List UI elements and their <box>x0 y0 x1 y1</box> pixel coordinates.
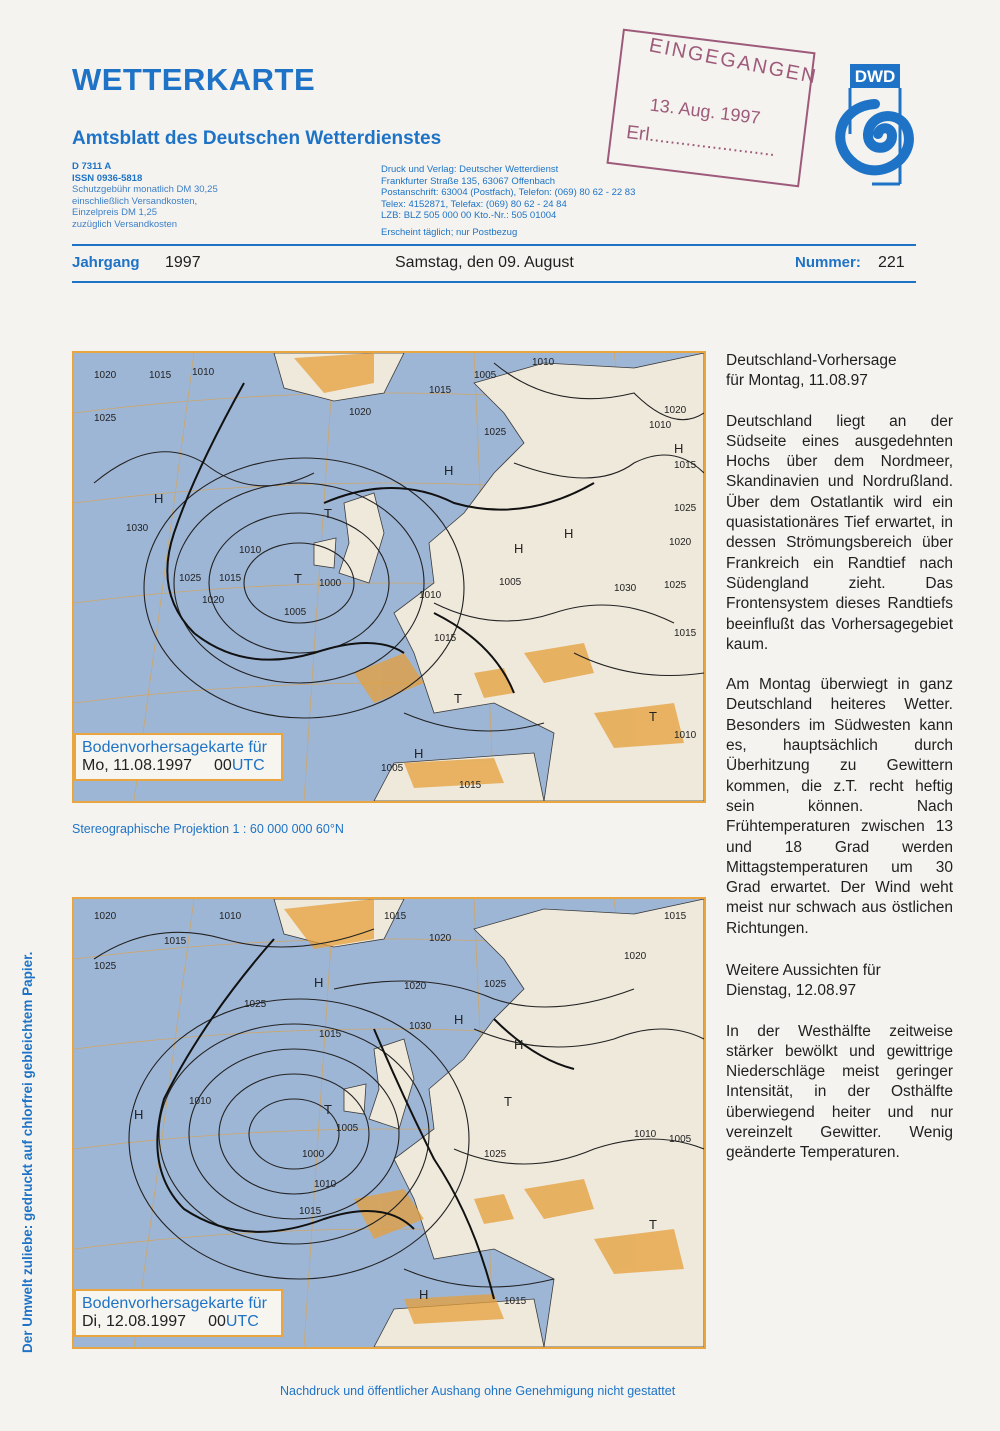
pressure-mark: T <box>504 1094 512 1109</box>
pressure-mark: T <box>294 571 302 586</box>
logo-text: DWD <box>854 67 896 86</box>
isobar-label: 1010 <box>634 1129 657 1140</box>
isobar-label: 1015 <box>459 780 482 791</box>
publisher-line: Telex: 4152871, Telefax: (069) 80 62 - 24 84 <box>381 198 567 210</box>
isobar-label: 1015 <box>384 911 407 922</box>
isobar-label: 1010 <box>189 1096 212 1107</box>
isobar-label: 1000 <box>302 1149 325 1160</box>
forecast-heading-date: für Montag, 11.08.97 <box>726 372 868 390</box>
pressure-mark: H <box>444 463 454 478</box>
pressure-mark: H <box>454 1012 464 1027</box>
publisher-line: Frankfurter Straße 135, 63067 Offenbach <box>381 175 556 187</box>
map-caption-title: Bodenvorhersagekarte für <box>82 1295 267 1312</box>
outlook-heading: Weitere Aussichten für <box>726 962 881 979</box>
pressure-mark: H <box>154 491 164 506</box>
isobar-label: 1015 <box>299 1206 322 1217</box>
copyright-footer: Nachdruck und öffentlicher Aushang ohne Genehmigung nicht gestattet <box>280 1384 676 1398</box>
isobar-label: 1010 <box>532 357 555 368</box>
isobar-label: 1015 <box>504 1296 527 1307</box>
isobar-label: 1025 <box>244 999 267 1010</box>
forecast-paragraph: Deutschland liegt an der Südseite eines ausgedehnten Hochs über dem Nordmeer, Skandinavien und Nordrußland. Über dem Ostatlantik wird ein quasistationäres Tief erwartet, in dessen Strömungsbereich über Frankreich ein Randtief nach Südengland zieht. Das Frontensystem dieses Randtiefs beeinflußt das Vorhersagegebiet kaum. <box>726 412 953 653</box>
environment-note: Der Umwelt zuliebe: gedruckt auf chlorfrei gebleichtem Papier. <box>20 951 35 1353</box>
publisher-line: Postanschrift: 63004 (Postfach), Telefon: (069) 80 62 - 22 83 <box>381 187 636 198</box>
isobar-label: 1015 <box>664 911 687 922</box>
fee-line: zuzüglich Versandkosten <box>72 218 178 230</box>
pressure-mark: H <box>419 1287 429 1302</box>
isobar-label: 1005 <box>381 763 404 774</box>
isobar-label: 1025 <box>94 413 117 424</box>
pressure-mark: T <box>324 1102 332 1117</box>
publication-frequency: Erscheint täglich; nur Postbezug <box>381 227 518 238</box>
publisher-line: LZB: BLZ 505 000 00 Kto.-Nr.: 505 01004 <box>381 210 557 221</box>
pressure-mark: H <box>414 746 424 761</box>
pressure-mark: H <box>564 526 574 541</box>
map-utc: UTC <box>225 1313 259 1330</box>
projection-note: Stereographische Projektion 1 : 60 000 000 60°N <box>72 822 344 836</box>
document-subtitle: Amtsblatt des Deutschen Wetterdienstes <box>72 128 442 149</box>
issue-date: Samstag, den 09. August <box>395 254 574 271</box>
pressure-mark: H <box>134 1107 144 1122</box>
isobar-label: 1025 <box>484 1149 507 1160</box>
year-value: 1997 <box>165 254 201 271</box>
isobar-label: 1010 <box>219 911 242 922</box>
number-label: Nummer: <box>795 254 861 271</box>
pressure-mark: T <box>649 1217 657 1232</box>
isobar-label: 1010 <box>239 545 262 556</box>
map-drawing <box>74 899 704 1347</box>
map-caption <box>74 733 283 781</box>
map-caption-date <box>82 757 275 775</box>
forecast-paragraph: Am Montag überwiegt in ganz Deutschland heiteres Wetter. Besonders im Südwesten kann es, hauptsächlich durch Überhitzung zu Gewittern kommen, die z.T. recht heftig sein können. Nach Frühtemperaturen zwischen 13 und 18 Grad werden Mittagstemperaturen um 30 Grad erwartet. Der Wind weht meist nur schwach aus östlichen Richtungen. <box>726 676 953 937</box>
isobar-label: 1010 <box>192 367 215 378</box>
stamp-text: EINGEGANGEN <box>647 34 820 89</box>
map-utc: UTC <box>231 757 265 774</box>
isobar-label: 1015 <box>219 573 242 584</box>
forecast-section <box>726 351 953 939</box>
isobar-label: 1005 <box>499 577 522 588</box>
map-date: Mo, 11.08.1997 <box>82 757 193 774</box>
isobar-label: 1025 <box>484 979 507 990</box>
pressure-mark: T <box>324 506 332 521</box>
isobar-label: 1005 <box>284 607 307 618</box>
issn: ISSN 0936-5818 <box>72 172 143 184</box>
stamp-handled: Erl........................ <box>625 121 777 162</box>
map-caption-title: Bodenvorhersagekarte für <box>82 739 267 756</box>
fee-line: Schutzgebühr monatlich DM 30,25 <box>72 184 218 195</box>
isobar-label: 1020 <box>404 981 427 992</box>
number-value: 221 <box>878 254 905 271</box>
isobar-label: 1030 <box>614 583 637 594</box>
isobar-label: 1030 <box>409 1021 432 1032</box>
publication-info <box>72 161 218 230</box>
outlook-paragraph: In der Westhälfte zeitweise stärker bewölkt und gewittrige Niederschläge meist geringer Intensität, in der Osthälfte überwiegend heiter und nur vereinzelt Gewitter. Wenig geänderte Temperaturen. <box>726 1022 953 1162</box>
isobar-label: 1015 <box>319 1029 342 1040</box>
isobar-label: 1020 <box>664 405 687 416</box>
isobar-label: 1015 <box>674 460 697 471</box>
isobar-label: 1020 <box>624 951 647 962</box>
pressure-mark: H <box>514 541 524 556</box>
dwd-logo <box>820 64 920 188</box>
isobar-label: 1005 <box>669 1134 692 1145</box>
isobar-label: 1015 <box>674 628 697 639</box>
isobar-label: 1030 <box>126 523 149 534</box>
pressure-mark: T <box>454 691 462 706</box>
isobar-label: 1020 <box>202 595 225 606</box>
isobar-label: 1010 <box>649 420 672 431</box>
isobar-label: 1005 <box>474 370 497 381</box>
forecast-map-tuesday <box>72 897 706 1349</box>
map-time: 00 <box>208 1313 226 1330</box>
outlook-heading-date: Dienstag, 12.08.97 <box>726 982 857 1000</box>
isobar-label: 1025 <box>484 427 507 438</box>
isobar-label: 1020 <box>94 911 117 922</box>
isobar-label: 1020 <box>669 537 692 548</box>
isobar-label: 1010 <box>419 590 442 601</box>
isobar-label: 1025 <box>674 503 697 514</box>
map-caption-date <box>82 1313 275 1331</box>
isobar-label: 1015 <box>164 936 187 947</box>
pressure-mark: H <box>314 975 324 990</box>
publication-code: D 7311 A <box>72 161 112 172</box>
isobar-label: 1020 <box>429 933 452 944</box>
stamp-date: 13. Aug. 1997 <box>648 94 762 129</box>
isobar-label: 1015 <box>429 385 452 396</box>
forecast-heading: Deutschland-Vorhersage <box>726 352 897 369</box>
isobar-label: 1010 <box>674 730 697 741</box>
year-label: Jahrgang <box>72 254 140 271</box>
isobar-label: 1025 <box>664 580 687 591</box>
fee-line: einschließlich Versandkosten, <box>72 195 198 207</box>
pressure-mark: T <box>649 709 657 724</box>
publisher-line: Druck und Verlag: Deutscher Wetterdienst <box>381 164 559 175</box>
fee-line: Einzelpreis DM 1,25 <box>72 207 158 218</box>
isobar-label: 1010 <box>314 1179 337 1190</box>
map-date: Di, 12.08.1997 <box>82 1313 187 1330</box>
isobar-label: 1000 <box>319 578 342 589</box>
outlook-section <box>726 961 953 1164</box>
isobar-label: 1005 <box>336 1123 359 1134</box>
isobar-label: 1015 <box>434 633 457 644</box>
isobar-label: 1015 <box>149 370 172 381</box>
isobar-label: 1020 <box>94 370 117 381</box>
pressure-mark: H <box>674 441 684 456</box>
isobar-label: 1020 <box>349 407 372 418</box>
map-time: 00 <box>214 757 232 774</box>
pressure-mark: H <box>514 1037 524 1052</box>
document-title: WETTERKARTE <box>72 62 316 97</box>
received-stamp <box>606 29 820 188</box>
isobar-label: 1025 <box>94 961 117 972</box>
forecast-map-monday <box>72 351 706 803</box>
isobar-label: 1025 <box>179 573 202 584</box>
map-caption <box>74 1289 283 1337</box>
publisher-info <box>381 164 635 222</box>
